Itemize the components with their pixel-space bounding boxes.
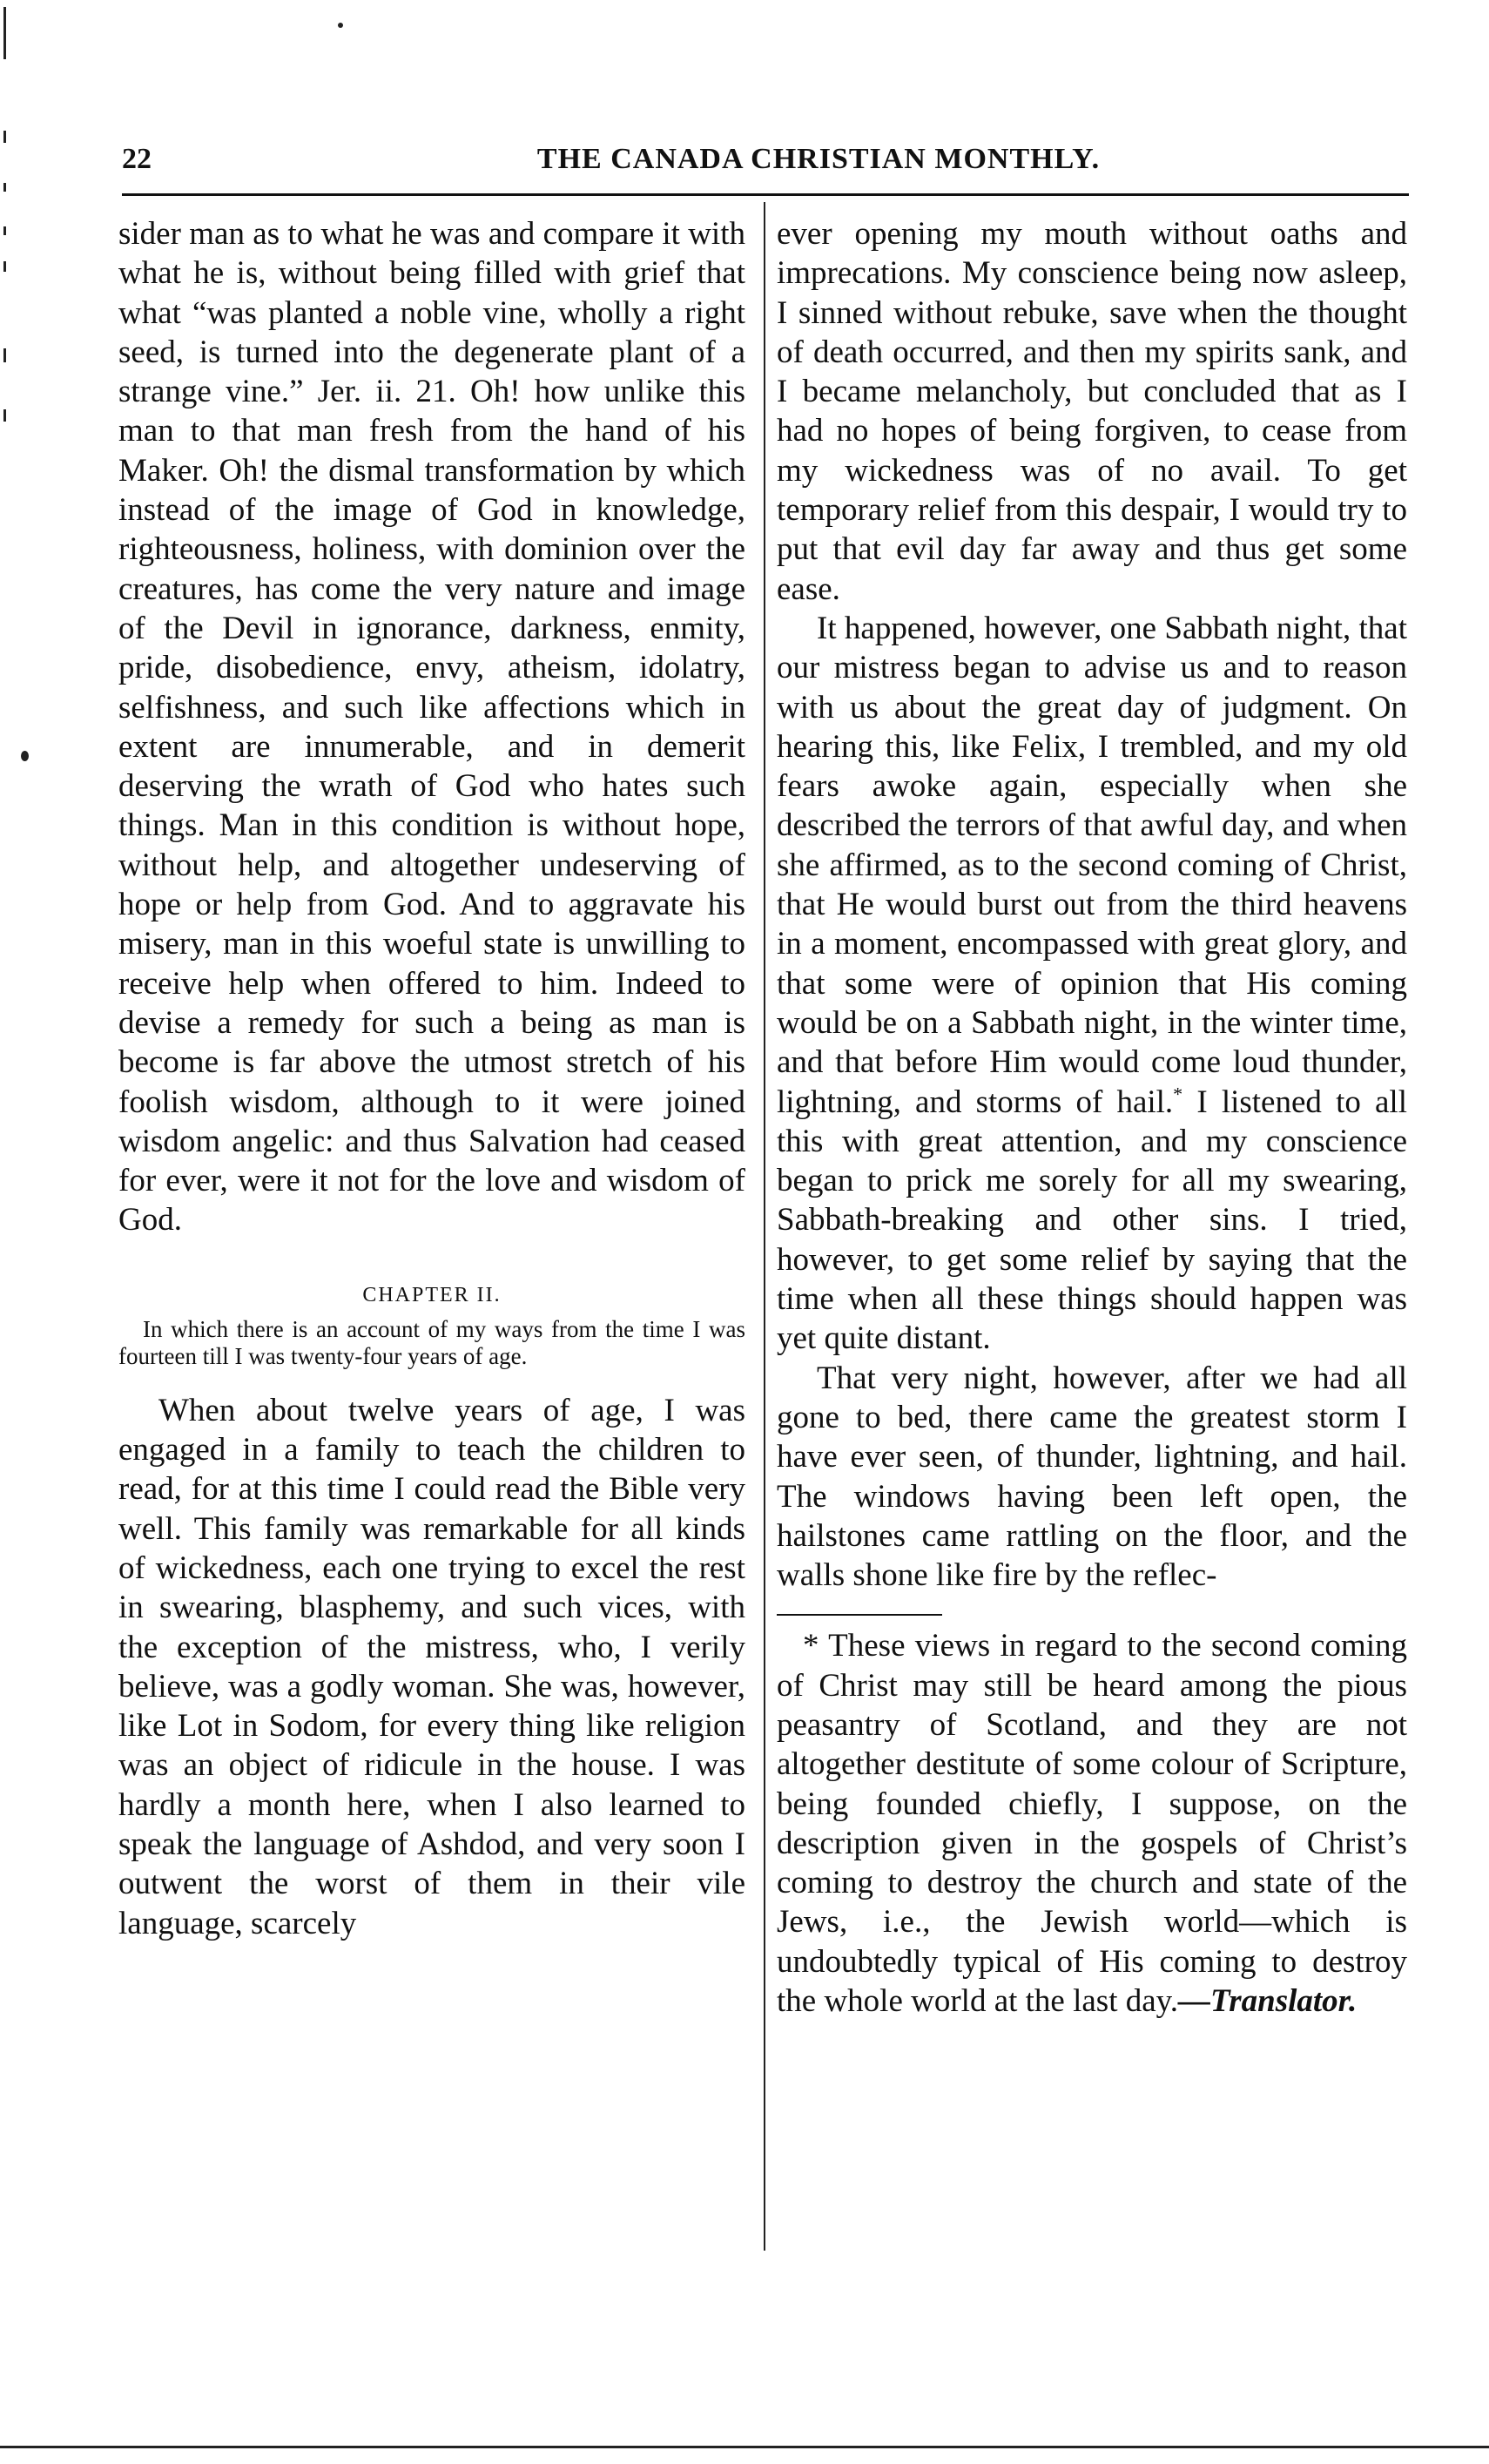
chapter-opening-paragraph: When about twelve years of age, I was engaged in a family to teach the children to read, for at this time I could read the Bible very well. This family was remarkable for all kinds of wickedness, each one trying to excel the rest in swearing, blasphemy, and such vices, with the exception of the mistress, who, I verily believe, was a godly woman. She was, however, like Lot in Sodom, for every thing like religion was an object of ridicule in the house. I was hardly a month here, when I also learned to speak the language of Ashdod, and very soon I outwent the worst of them in their vile language, scarcely [118,1392,745,1941]
footnote [777,1626,1407,2021]
right-paragraph-1: ever opening my mouth without oaths and imprecations. My conscience being now asleep, I sinned without rebuke, save when the thought of death occurred, and then my spirits sank, and I became melancholy, but concluded that as I had no hopes of being forgiven, to cease from my wickedness was of no avail. To get temporary relief from this despair, I would try to put that evil day far away and thus get some ease. [777,216,1407,607]
bottom-edge-rule [0,2446,1489,2448]
footnote-reference[interactable]: * [1173,1083,1183,1105]
left-column [118,214,745,1943]
running-title: THE CANADA CHRISTIAN MONTHLY. [536,143,1101,175]
footnote-text: * These views in regard to the second coming of Christ may still be heard among the pious peasantry of Scotland, and they are not altogether destitute of some colour of Scripture, being founded chiefly, I suppose, on the description given in the gospels of Christ’s coming to destroy the church and state of the Jews, i.e., the Jewish world—which is undoubtedly typical of His coming to destroy the whole world at the last day. [777,1628,1407,2020]
column-divider [764,202,765,2251]
binding-margin-marks [0,0,17,610]
continuation-paragraph: sider man as to what he was and compare it with what he is, without being filled with grief that what “was planted a noble vine, wholly a right seed, is turned into the degenerate plant of a strange vine.” Jer. ii. 21. Oh! how unlike this man to that man fresh from the hand of his Maker. Oh! the dismal transformation by which instead of the image of God in knowledge, righteousness, holiness, with dominion over the creatures, has come the very nature and image of the Devil in ignorance, darkness, enmity, pride, disobedience, envy, atheism, idolatry, selfishness, and such like affections which in extent are innumerable, and in demerit deserving the wrath of God who hates such things. Man in this condition is without hope, without help, and altogether undeserving of hope or help from God. And to aggravate his misery, man in this woeful state is unwilling to receive help when offered to him. Indeed to devise a remedy for such a being as man is become is far above the utmost stretch of his foolish wisdom, although to it were joined wisdom angelic: and thus Salvation had ceased for ever, were it not for the love and wisdom of God. [118,216,745,1239]
footnote-rule [777,1614,942,1616]
chapter-heading: CHAPTER II. [362,1283,502,1306]
header-rule [122,193,1409,196]
right-paragraph-2 [777,609,1407,1359]
footnote-signature: —Translator. [1178,1983,1358,2020]
ink-speck [338,23,343,28]
right-column [777,214,1407,2021]
ink-speck [21,751,29,761]
right-paragraph-3: That very night, however, after we had all gone to bed, there came the greatest storm I have ever seen, of thunder, lightning, and hail. The windows having been left open, the hailstones came rattling on the floor, and the walls shone like fire by the reflec- [777,1360,1407,1594]
page-number: 22 [122,143,152,175]
paragraph-text: I listened to all this with great attention, and my conscience began to prick me sorely for all my swearing, Sabbath-breaking and other sins. I tried, however, to get some relief by saying that the time when all these things should happen was yet quite distant. [777,1083,1407,1357]
paragraph-text: It happened, however, one Sabbath night, that our mistress began to advise us and to reason with us about the great day of judgment. On hearing this, like Felix, I trembled, and my old fears awoke again, especially when she described the terrors of that awful day, and when she affirmed, as to the second coming of Christ, that He would burst out from the third heavens in a moment, encompassed with great glory, and that some were of opinion that His coming would be on a Sabbath night, in the winter time, and that before Him would come loud thunder, lightning, and storms of hail. [777,610,1407,1120]
chapter-summary: In which there is an account of my ways from the time I was fourteen till I was twenty-four years of age. [118,1315,745,1369]
page-header [122,138,1402,183]
